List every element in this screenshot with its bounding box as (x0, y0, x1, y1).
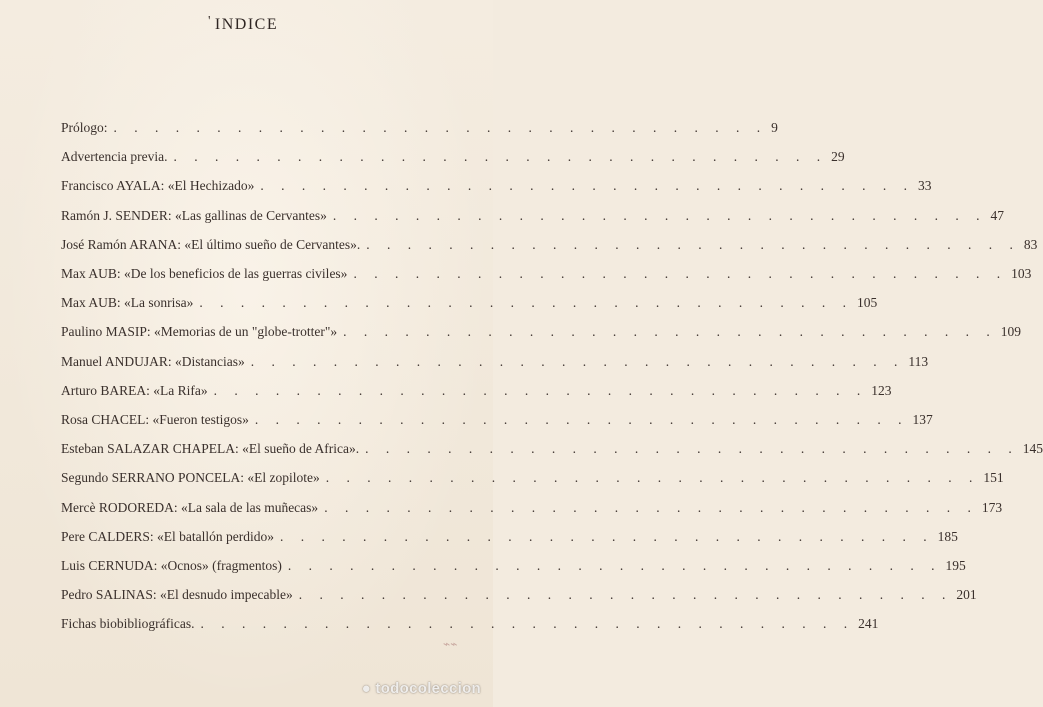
toc-leader-dots: . . . . . . . . . . . . . . . . . . . . . . . . . . . . . . . . (279, 528, 934, 544)
toc-entry-title: Fichas biobibliográficas. (61, 616, 195, 632)
toc-entry (61, 470, 1004, 492)
toc-page-number: 137 (912, 412, 933, 427)
toc-leader-dots: . . . . . . . . . . . . . . . . . . . . . . . . . . . . . . . . (298, 587, 953, 603)
toc-leader-dots: . . . . . . . . . . . . . . . . . . . . . . . . . . . . . . . . (324, 499, 978, 515)
decorative-squiggle: ⌁⌁ (443, 637, 458, 651)
page-title: INDICE (214, 16, 279, 33)
toc-entry-title: Max AUB: «La sonrisa» (61, 295, 194, 311)
toc-entry (61, 587, 977, 609)
toc-leader-dots: . . . . . . . . . . . . . . . . . . . . . . . . . . . . . . . . (199, 295, 853, 311)
watermark-logo: ● todocoleccion (361, 680, 481, 697)
toc-entry-title: Manuel ANDUJAR: «Distancias» (61, 353, 245, 369)
toc-entry-title: Pedro SALINAS: «El desnudo impecable» (61, 587, 293, 603)
toc-entry (61, 441, 1043, 463)
toc-page-number: 151 (983, 470, 1004, 486)
toc-leader-dots: . . . . . . . . . . . . . . . . . . . . . . . . . . . . . . . . (200, 616, 855, 632)
toc-entry (61, 382, 892, 405)
toc-leader-dots: . . . . . . . . . . . . . . . . . . . . . . . . . . . . . . . . (365, 441, 1019, 457)
toc-entry (61, 616, 879, 638)
toc-entry-title: Esteban SALAZAR CHAPELA: «El sueño de Africa». (61, 441, 360, 457)
toc-entry-title: Francisco AYALA: «El Hechizado» (61, 178, 255, 194)
toc-page-number: 185 (937, 528, 958, 544)
toc-page-number: 9 (771, 120, 778, 135)
toc-entry-title: Ramón J. SENDER: «Las gallinas de Cervantes» (61, 207, 327, 223)
toc-leader-dots: . . . . . . . . . . . . . . . . . . . . . . . . . . . . . . . . (366, 236, 1020, 252)
toc-entry-title: Arturo BAREA: «La Rifa» (61, 382, 208, 398)
toc-entry-title: Mercè RODOREDA: «La sala de las muñecas» (61, 499, 319, 515)
toc-entry (61, 149, 845, 171)
toc-page-number: 241 (858, 616, 879, 632)
toc-page-number: 113 (908, 353, 929, 369)
toc-entry-title: Luis CERNUDA: «Ocnos» (fragmentos) (61, 558, 282, 573)
toc-page-number: 123 (871, 382, 892, 398)
toc-leader-dots: . . . . . . . . . . . . . . . . . . . . . . . . . . . . . . . . (287, 558, 942, 573)
toc-entry-title: Segundo SERRANO PONCELA: «El zopilote» (61, 470, 320, 486)
toc-entry (61, 236, 1038, 259)
toc-leader-dots: . . . . . . . . . . . . . . . . . . . . . . . . . . . . . . . . (213, 382, 868, 398)
toc-leader-dots: . . . . . . . . . . . . . . . . . . . . . . . . . . . . . . . . (353, 266, 1008, 281)
toc-page-number: 33 (917, 178, 932, 194)
toc-leader-dots: . . . . . . . . . . . . . . . . . . . . . . . . . . . . . . . . (260, 178, 914, 194)
toc-entry (61, 207, 1004, 230)
toc-entry (61, 499, 1003, 522)
toc-entry (61, 295, 878, 317)
toc-entry (61, 324, 1021, 346)
toc-page-number: 145 (1022, 441, 1043, 457)
toc-page-number: 83 (1023, 236, 1038, 252)
toc-entry (61, 412, 933, 434)
toc-page-number: 105 (857, 295, 878, 311)
toc-page-number: 201 (956, 587, 977, 603)
toc-page-number: 109 (1000, 324, 1021, 340)
stray-mark: ' (208, 14, 211, 29)
toc-page-number: 173 (981, 499, 1003, 515)
toc-entry-title: Max AUB: «De los beneficios de las guerras civiles» (61, 266, 348, 281)
toc-leader-dots: . . . . . . . . . . . . . . . . . . . . . . . . . . . . . . . . (332, 207, 987, 223)
toc-leader-dots: . . . . . . . . . . . . . . . . . . . . . . . . . . . . . . . . (113, 120, 768, 135)
toc-entry (61, 266, 1032, 288)
toc-entry (61, 558, 966, 580)
toc-leader-dots: . . . . . . . . . . . . . . . . . . . . . . . . . . . . . . . . (325, 470, 980, 486)
toc-page-number: 195 (945, 558, 966, 573)
toc-entry (61, 120, 778, 142)
toc-leader-dots: . . . . . . . . . . . . . . . . . . . . . . . . . . . . . . . . (343, 324, 997, 340)
toc-page-number: 47 (990, 207, 1004, 223)
toc-entry-title: Prólogo: (61, 120, 108, 135)
toc-entry-title: Advertencia previa. (61, 149, 168, 165)
toc-leader-dots: . . . . . . . . . . . . . . . . . . . . . . . . . . . . . . . . (250, 353, 905, 369)
toc-leader-dots: . . . . . . . . . . . . . . . . . . . . . . . . . . . . . . . . (173, 149, 828, 165)
toc-page-number: 29 (831, 149, 845, 165)
toc-page-number: 103 (1011, 266, 1032, 281)
toc-entry-title: Pere CALDERS: «El batallón perdido» (61, 528, 274, 544)
toc-entry-title: Paulino MASIP: «Memorias de un "globe-trotter"» (61, 324, 338, 340)
toc-entry (61, 178, 932, 200)
toc-leader-dots: . . . . . . . . . . . . . . . . . . . . . . . . . . . . . . . . (254, 412, 909, 427)
toc-entry (61, 353, 929, 376)
toc-entry (61, 528, 958, 551)
toc-entry-title: José Ramón ARANA: «El último sueño de Cervantes». (61, 236, 361, 252)
toc-entry-title: Rosa CHACEL: «Fueron testigos» (61, 412, 249, 427)
